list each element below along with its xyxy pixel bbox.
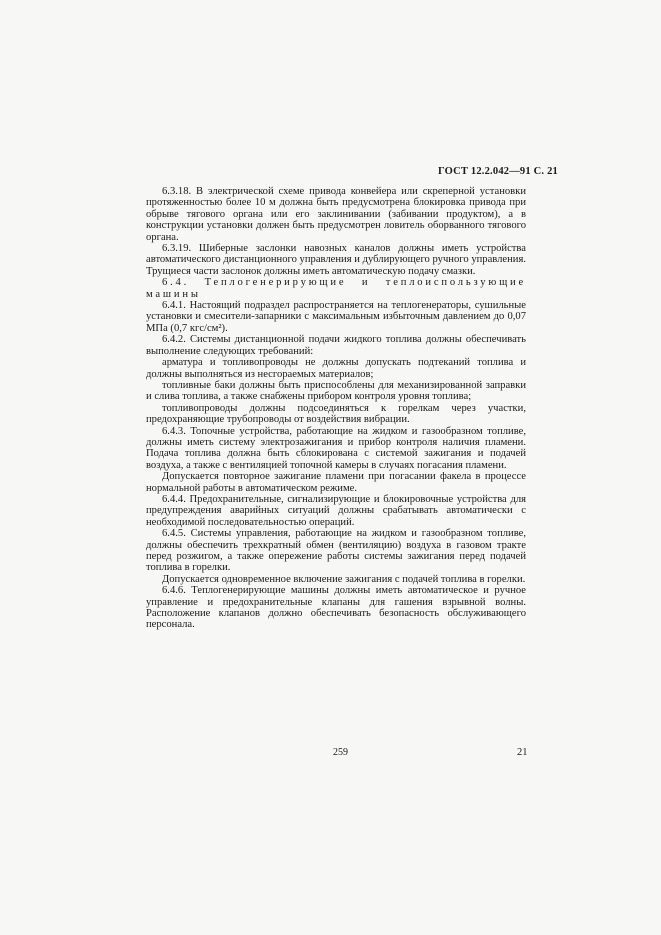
list-item: арматура и топливопроводы не должны допускать подтеканий топлива и должны выполняться из несгораемых материалов; <box>146 357 526 380</box>
paragraph-6-4-3: 6.4.3. Топочные устройства, работающие на жидком и газообразном топливе, должны иметь систему электрозажигания и прибор контроля наличия пламени. Подача топлива должна быть сблокирована с системой зажигания и подачей воздуха, а также с вентиляцией топочной камеры в случаях погасания пламени. <box>146 425 526 471</box>
paragraph-note: Допускается повторное зажигание пламени при погасании факела в процессе нормальной работы в автоматическом режиме. <box>146 471 526 494</box>
section-heading-6-4: 6.4. Теплогенерирующие и теплоиспользующие машины <box>146 277 526 300</box>
paragraph-6-4-2: 6.4.2. Системы дистанционной подачи жидкого топлива должны обеспечивать выполнение следующих требований: <box>146 334 526 357</box>
paragraph-6-4-1: 6.4.1. Настоящий подраздел распространяется на теплогенераторы, сушильные установки и смесители-запарники с максимальным избыточным давлением до 0,07 МПа (0,7 кгс/см²). <box>146 300 526 334</box>
paragraph-6-3-18: 6.3.18. В электрической схеме привода конвейера или скреперной установки протяженностью более 10 м должна быть предусмотрена блокировка привода при обрыве тягового органа или его заклинивании (забивании продуктом), а в конструкции установки должен быть предусмотрен ловитель оборванного тягового органа. <box>146 186 526 243</box>
list-item: топливопроводы должны подсоединяться к горелкам через участки, предохраняющие трубопроводы от воздействия вибрации. <box>146 402 526 426</box>
paragraph-6-4-6: 6.4.6. Теплогенерирующие машины должны иметь автоматическое и ручное управление и предохранительные клапаны для гашения взрывной волны. Расположение клапанов должно обеспечивать безопасность обслуживающего персонала. <box>146 585 526 631</box>
document-body <box>146 186 526 631</box>
paragraph-note: Допускается одновременное включение зажигания с подачей топлива в горелки. <box>162 573 526 585</box>
paragraph-6-3-19: 6.3.19. Шиберные заслонки навозных каналов должны иметь устройства автоматического дистанционного управления и дублирующего ручного управления. Трущиеся части заслонок должны иметь автоматическую подачу смазки. <box>146 243 526 277</box>
page-number: 259 <box>333 747 348 758</box>
paragraph-6-4-4: 6.4.4. Предохранительные, сигнализирующие и блокировочные устройства для предупреждения аварийных ситуаций должны срабатывать автоматически с необходимой последовательностью операций. <box>146 493 526 528</box>
sheet-number: 21 <box>517 747 528 758</box>
paragraph-6-4-5: 6.4.5. Системы управления, работающие на жидком и газообразном топливе, должны обеспечить трехкратный обмен (вентиляцию) воздуха в газовом тракте перед розжигом, а также опережение работы системы зажигания перед подачей топлива в горелки. <box>146 528 526 574</box>
page-header: ГОСТ 12.2.042—91 С. 21 <box>437 166 558 177</box>
list-item: топливные баки должны быть приспособлены для механизированной заправки и слива топлива, а также снабжены прибором контроля уровня топлива; <box>146 379 526 403</box>
